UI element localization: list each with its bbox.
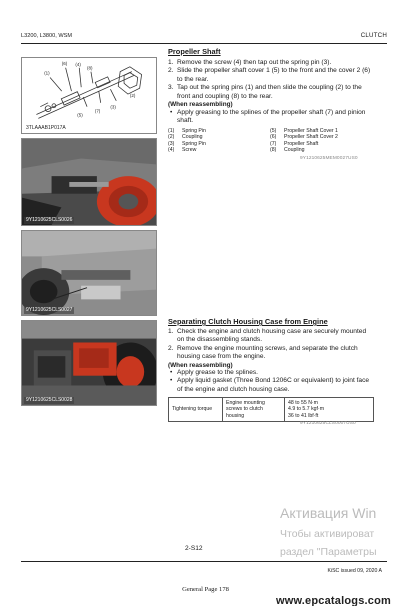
underside-photo-art [22, 231, 156, 315]
footer-rule [21, 561, 387, 562]
shaft-photo-art [22, 139, 156, 225]
separating-reassembly-item: • Apply grease to the splines. [168, 369, 373, 377]
figure-3-code: 9Y1210625CLS0027 [26, 307, 73, 313]
legend-row: (3) Spring Pin [168, 140, 206, 147]
separating-reassembly-list [168, 369, 373, 394]
separating-step: 1. Check the engine and clutch housing case are securely mounted on the disassembling stands. [168, 328, 367, 344]
legend-row: (7) Propeller Shaft [270, 140, 319, 147]
propeller-reassembly-list [168, 109, 373, 126]
figure-separation-photo [21, 320, 157, 406]
site-watermark: www.epcatalogs.com [275, 595, 391, 606]
activation-overlay-line1: Активация Win [280, 505, 377, 521]
callout-1: (1) [44, 70, 50, 76]
callout-6: (6) [61, 60, 68, 66]
legend-row: (4) Screw [168, 147, 197, 154]
callout-8: (8) [87, 65, 93, 71]
torque-label-cell: Tightening torque [169, 398, 223, 422]
issued-date: KiSC issued 09, 2020 A [327, 568, 382, 574]
callout-2: (2) [129, 92, 136, 98]
torque-row [169, 398, 374, 422]
propeller-reassembly-title: (When reassembling) [168, 101, 233, 108]
torque-table [168, 397, 374, 422]
separating-reassembly-item: • Apply liquid gasket (Three Bond 1206C or equivalent) to joint face of the engine and clutch housing case. [168, 377, 373, 394]
separating-reassembly-title: (When reassembling) [168, 362, 233, 369]
header-model: L3200, L3800, WSM [21, 33, 72, 39]
propeller-shaft-drawing [22, 58, 156, 133]
page-header [21, 31, 387, 43]
propeller-legend [168, 128, 373, 156]
torque-item-cell: Engine mounting screws to clutch housing [223, 398, 285, 422]
propeller-steps [168, 59, 373, 101]
propeller-doc-code: 9Y1210625MEM0027US0 [300, 156, 358, 161]
propeller-step: 1. Remove the screw (4) then tap out the spring pin (3). [168, 59, 332, 66]
legend-row: (1) Spring Pin [168, 128, 206, 134]
legend-row: (5) Propeller Shaft Cover 1 [270, 128, 338, 134]
figure-shaft-photo [21, 138, 157, 226]
figure-4-code: 9Y1210625CLS0028 [26, 397, 73, 403]
propeller-step: 2. Slide the propeller shaft cover 1 (5) to the front and the cover 2 (6) to the rear. [168, 67, 371, 83]
separating-steps [168, 328, 373, 362]
header-section: CLUTCH [360, 32, 387, 39]
page-number: 2-S12 [185, 545, 203, 552]
activation-overlay-line2: Чтобы активироват [280, 528, 375, 540]
propeller-reassembly-item: • Apply greasing to the splines of the propeller shaft (7) and pinion shaft. [168, 109, 373, 126]
separating-step: 2. Remove the engine mounting screws, and separate the clutch housing case from the engine. [168, 344, 358, 361]
header-rule [21, 43, 387, 44]
figure-1-code: 3TLAAAB1P017A [26, 125, 66, 131]
legend-left-column [168, 128, 268, 154]
figure-underside-photo [21, 230, 157, 316]
separation-photo-art [22, 321, 156, 405]
callout-5: (5) [77, 112, 83, 118]
legend-row: (6) Propeller Shaft Cover 2 [270, 134, 338, 141]
figure-2-code: 9Y1210625CLS0026 [26, 217, 73, 223]
callout-3: (3) [110, 104, 116, 110]
propeller-step: 3. Tap out the spring pins (1) and then slide the coupling (2) to the front and coupling (8) to the rear. [168, 84, 362, 100]
propeller-shaft-title: Propeller Shaft [168, 47, 221, 56]
callout-4: (4) [75, 61, 81, 67]
activation-overlay-line3: раздел "Параметры [280, 546, 377, 558]
general-page-label: General Page 178 [182, 586, 229, 593]
legend-row: (2) Coupling [168, 134, 203, 141]
callout-7: (7) [94, 108, 101, 114]
legend-right-column [270, 128, 370, 154]
separating-title: Separating Clutch Housing Case from Engine [168, 317, 328, 326]
figure-propeller-shaft-diagram [21, 57, 157, 134]
torque-values-cell: 48 to 55 N·m 4.9 to 5.7 kgf·m 36 to 41 lbf·ft [285, 398, 374, 422]
legend-row: (8) Coupling [270, 147, 305, 154]
separating-doc-code: 9Y1210625CLS0007US0 [300, 421, 356, 426]
